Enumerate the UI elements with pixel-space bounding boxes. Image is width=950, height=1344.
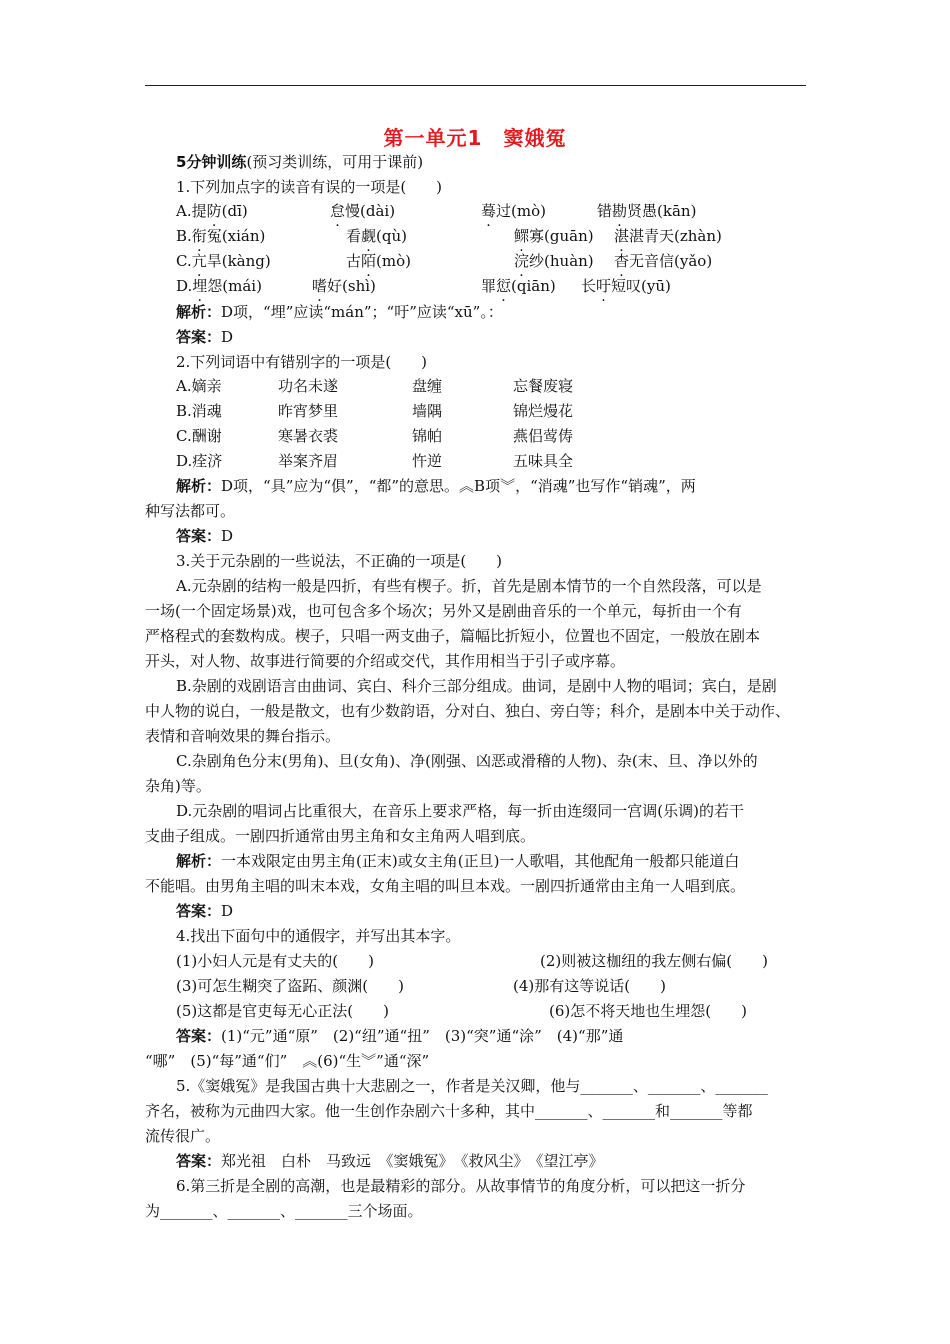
q3-answer: 答案：D — [176, 902, 234, 920]
q1-option: 古陌(mò) — [346, 252, 411, 270]
q2-stem: 2.下列词语中有错别字的一项是( ) — [176, 353, 428, 371]
q4-answer-cont: “哪” (5)“每”通“们” ︽(6)“生︾”通“深” — [145, 1052, 430, 1070]
q5-stem-cont: 齐名，被称为元曲四大家。他一生创作杂剧六十多种，其中_______、_______和_______等都 — [145, 1102, 753, 1120]
q4-item: (1)小妇人元是有丈夫的( ) — [176, 952, 374, 970]
q2-option: 锦帕 — [412, 427, 443, 445]
q1-option: 长吁短叹(yū) — [581, 277, 671, 295]
q1-option: C.亢旱(kàng) — [176, 252, 271, 270]
q5-answer: 答案：郑光祖 白朴 马致远 《窦娥冤》 《救风尘》 《望江亭》 — [176, 1152, 604, 1170]
q3-analysis-cont: 不能唱。由男角主唱的叫末本戏，女角主唱的叫旦本戏。一剧四折通常由主角一人唱到底。 — [145, 877, 746, 895]
q3-option-b: 表情和音响效果的舞台指示。 — [145, 727, 341, 745]
q1-option: 错勘贤愚(kān) — [597, 202, 697, 220]
q6-stem: 6.第三折是全剧的高潮，也是最精彩的部分。从故事情节的角度分析，可以把这一折分 — [176, 1177, 746, 1195]
q2-option: 五味具全 — [513, 452, 574, 470]
section-note: (预习类训练，可用于课前) — [246, 153, 424, 171]
q2-option: 锦烂熳花 — [513, 402, 574, 420]
q1-option: 鳏寡(guān) — [514, 227, 594, 245]
q1-option: 嗜好(shì) — [312, 277, 376, 295]
q3-option-d: D.元杂剧的唱词占比重很大，在音乐上要求严格，每一折由连缀同一宫调(乐调)的若干 — [176, 802, 744, 820]
q2-option: C.酬谢 — [176, 427, 222, 445]
q5-stem-cont: 流传很广。 — [145, 1127, 221, 1145]
q3-option-a: 一场(一个固定场景)戏，也可包含多个场次；另外又是剧曲音乐的一个单元，每折由一个有 — [145, 602, 742, 620]
q6-stem-cont: 为_______、_______、_______三个场面。 — [145, 1202, 423, 1220]
q1-option: 杳无音信(yǎo) — [614, 252, 713, 270]
q3-option-b: 中人物的说白，一般是散文，也有少数韵语，分对白、独白、旁白等；科介，是剧本中关于动作、 — [145, 702, 791, 720]
q1-stem: 1.下列加点字的读音有误的一项是( ) — [176, 178, 443, 196]
q2-option: D.痊济 — [176, 452, 223, 470]
q2-option: 盘缠 — [412, 377, 443, 395]
q1-option: A.提防(dī) — [176, 202, 248, 220]
q2-option: B.消魂 — [176, 402, 222, 420]
q1-option: D.埋怨(mái) — [176, 277, 262, 295]
q2-option: 墙隅 — [412, 402, 443, 420]
q2-option: 昨宵梦里 — [278, 402, 339, 420]
q2-option: A.嫡亲 — [176, 377, 222, 395]
q1-option: 湛湛青天(zhàn) — [614, 227, 722, 245]
q4-item: (3)可怎生糊突了盗跖、颜渊( ) — [176, 977, 404, 995]
header-rule — [145, 85, 806, 86]
section-heading — [176, 152, 423, 172]
q3-option-a: 严格程式的套数构成。楔子，只唱一两支曲子，篇幅比折短小，位置也不固定，一般放在剧本 — [145, 627, 761, 645]
q1-option: 怠慢(dài) — [330, 202, 396, 220]
q1-option: 蓦过(mò) — [481, 202, 546, 220]
q1-option: 罪愆(qiān) — [481, 277, 556, 295]
q3-option-c: 杂角)等。 — [145, 777, 211, 795]
q2-answer: 答案：D — [176, 527, 234, 545]
q1-option: 看觑(qù) — [346, 227, 407, 245]
q2-option: 功名未遂 — [278, 377, 339, 395]
q5-stem: 5.《窦娥冤》是我国古典十大悲剧之一，作者是关汉卿，他与_______、_______、_______ — [176, 1077, 768, 1095]
q3-analysis: 解析：一本戏限定由男主角(正末)或女主角(正旦)一人歌唱，其他配角一般都只能道白 — [176, 852, 740, 870]
q1-option: 浣纱(huàn) — [514, 252, 594, 270]
q4-item: (2)则被这枷纽的我左侧右偏( ) — [540, 952, 768, 970]
q4-item: (4)那有这等说话( ) — [513, 977, 666, 995]
q2-option: 燕侣莺俦 — [513, 427, 574, 445]
q2-analysis: 解析：D项，“具”应为“俱”，“都”的意思。︽B项︾，“消魂”也写作“销魂”，两 — [176, 477, 696, 495]
section-label: 5分钟训练 — [176, 153, 247, 171]
q2-option: 寒暑衣裘 — [278, 427, 339, 445]
q2-option: 忘餐废寝 — [513, 377, 574, 395]
q2-option: 举案齐眉 — [278, 452, 339, 470]
q3-option-b: B.杂剧的戏剧语言由曲词、宾白、科介三部分组成。曲词，是剧中人物的唱词；宾白，是剧 — [176, 677, 777, 695]
q4-item: (6)怎不将天地也生埋怨( ) — [549, 1002, 747, 1020]
q3-option-d: 支曲子组成。一剧四折通常由男主角和女主角两人唱到底。 — [145, 827, 536, 845]
q1-answer: 答案：D — [176, 328, 234, 346]
q3-stem: 3.关于元杂剧的一些说法，不正确的一项是( ) — [176, 552, 503, 570]
q4-item: (5)这都是官吏每无心正法( ) — [176, 1002, 389, 1020]
q2-analysis-cont: 种写法都可。 — [145, 502, 236, 520]
q2-option: 忤逆 — [412, 452, 443, 470]
q4-answer: 答案：(1)“元”通“原” (2)“纽”通“扭” (3)“突”通“涂” (4)“那”通 — [176, 1027, 624, 1045]
q3-option-a: 开头，对人物、故事进行简要的介绍或交代，其作用相当于引子或序幕。 — [145, 652, 626, 670]
q1-analysis: 解析：D项，“埋”应读“mán”；“吁”应读“xū”。： — [176, 303, 503, 321]
q3-option-a: A.元杂剧的结构一般是四折，有些有楔子。折，首先是剧本情节的一个自然段落，可以是 — [176, 577, 762, 595]
q1-option: B.衔冤(xián) — [176, 227, 266, 245]
q4-stem: 4.找出下面句中的通假字，并写出其本字。 — [176, 927, 461, 945]
q3-option-c: C.杂剧角色分末(男角)、旦(女角)、净(刚强、凶恶或滑稽的人物)、杂(末、旦、净以外的 — [176, 752, 758, 770]
page-title: 第一单元1 窦娥冤 — [383, 126, 567, 150]
